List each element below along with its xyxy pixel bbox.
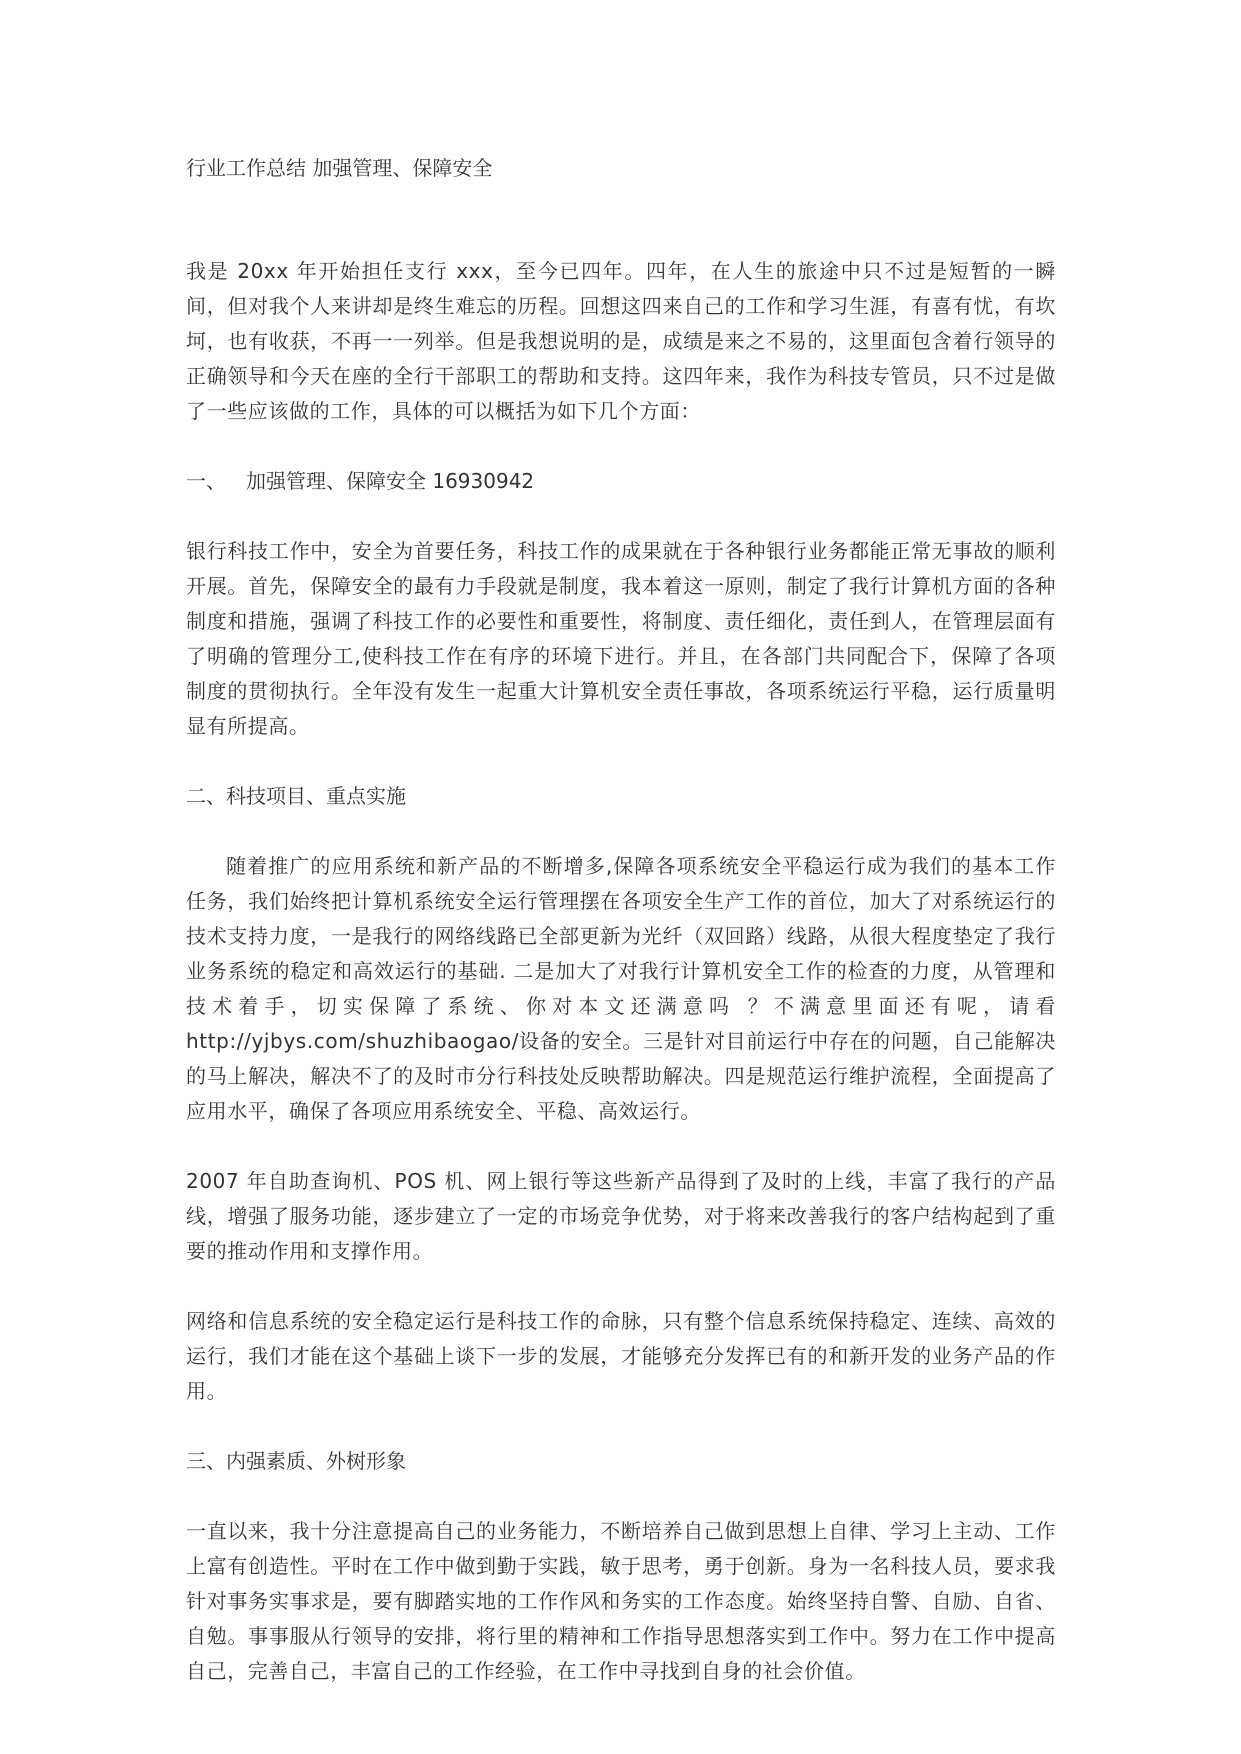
section-2-paragraph-3: 网络和信息系统的安全稳定运行是科技工作的命脉，只有整个信息系统保持稳定、连续、高效的运行，我们才能在这个基础上谈下一步的发展，才能够充分发挥已有的和新开发的业务产品的作用。 (186, 1309, 1056, 1403)
section-1-paragraph: 银行科技工作中，安全为首要任务，科技工作的成果就在于各种银行业务都能正常无事故的顺利开展。首先，保障安全的最有力手段就是制度，我本着这一原则，制定了我行计算机方面的各种制度和措施，强调了科技工作的必要性和重要性，将制度、责任细化，责任到人，在管理层面有了明确的管理分工,使科技工作在有序的环境下进行。并且，在各部门共同配合下，保障了各项制度的贯彻执行。全年没有发生一起重大计算机安全责任事故，各项系统运行平稳，运行质量明显有所提高。 (186, 539, 1056, 738)
section-1-number: 一、 (186, 469, 226, 493)
document-body (186, 150, 1056, 1689)
section-1-title: 加强管理、保障安全 16930942 (246, 469, 535, 493)
section-1-heading (186, 464, 1056, 499)
spacer (186, 1269, 1056, 1304)
spacer (186, 499, 1056, 534)
spacer (186, 186, 1056, 254)
document-title: 行业工作总结 加强管理、保障安全 (186, 156, 493, 180)
section-2-heading: 二、科技项目、重点实施 (186, 784, 406, 808)
spacer (186, 429, 1056, 464)
section-2-paragraph-1: 随着推广的应用系统和新产品的不断增多,保障各项系统安全平稳运行成为我们的基本工作任务，我们始终把计算机系统安全运行管理摆在各项安全生产工作的首位，加大了对系统运行的技术支持力度，一是我行的网络线路已全部更新为光纤（双回路）线路，从很大程度垫定了我行业务系统的稳定和高效运行的基础. 二是加大了对我行计算机安全工作的检查的力度，从管理和技术着手，切实保障了系统、你对本文还满意吗 ？不满意里面还有呢，请看 http://yjbys.com/shuzhibaogao/设备的安全。三是针对目前运行中存在的问题，自己能解决的马上解决，解决不了的及时市分行科技处反映帮助解决。四是规范运行维护流程，全面提高了应用水平，确保了各项应用系统安全、平稳、高效运行。 (186, 854, 1056, 1123)
section-3-heading: 三、内强素质、外树形象 (186, 1449, 406, 1473)
spacer (186, 1409, 1056, 1444)
intro-paragraph: 我是 20xx 年开始担任支行 xxx，至今已四年。四年，在人生的旅途中只不过是短暂的一瞬间，但对我个人来讲却是终生难忘的历程。回想这四来自己的工作和学习生涯，有喜有忧，有坎坷，也有收获，不再一一列举。但是我想说明的是，成绩是来之不易的，这里面包含着行领导的正确领导和今天在座的全行干部职工的帮助和支持。这四年来，我作为科技专管员，只不过是做了一些应该做的工作，具体的可以概括为如下几个方面： (186, 259, 1056, 423)
section-3-paragraph: 一直以来，我十分注意提高自己的业务能力，不断培养自己做到思想上自律、学习上主动、工作上富有创造性。平时在工作中做到勤于实践，敏于思考，勇于创新。身为一名科技人员，要求我针对事务实事求是，要有脚踏实地的工作作风和务实的工作态度。始终坚持自警、自励、自省、自勉。事事服从行领导的安排，将行里的精神和工作指导思想落实到工作中。努力在工作中提高自己，完善自己，丰富自己的工作经验，在工作中寻找到自身的社会价值。 (186, 1519, 1056, 1683)
spacer (186, 1479, 1056, 1514)
spacer (186, 814, 1056, 849)
section-2-paragraph-2: 2007 年自助查询机、POS 机、网上银行等这些新产品得到了及时的上线，丰富了我行的产品线，增强了服务功能，逐步建立了一定的市场竞争优势，对于将来改善我行的客户结构起到了重要的推动作用和支撑作用。 (186, 1169, 1056, 1263)
spacer (186, 1129, 1056, 1164)
spacer (186, 744, 1056, 779)
